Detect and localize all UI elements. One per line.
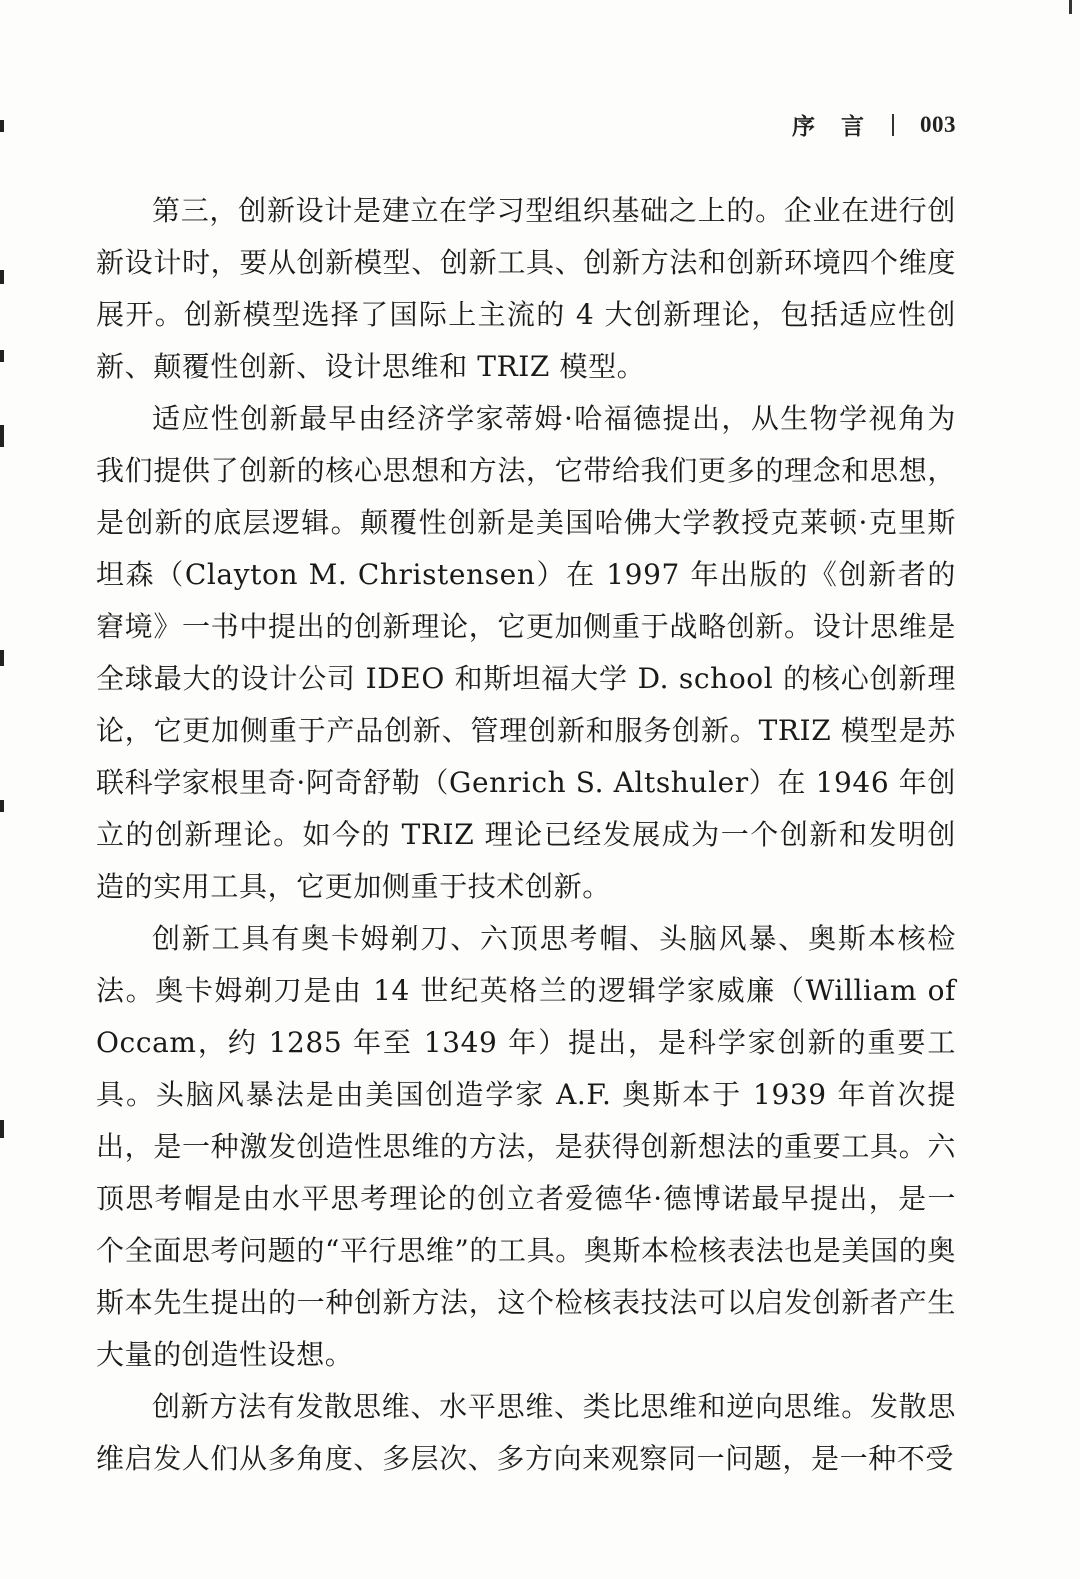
scan-edge-mark bbox=[0, 270, 4, 284]
page-number: 003 bbox=[920, 111, 956, 137]
scan-corner-mark bbox=[1069, 0, 1072, 14]
scan-edge-mark bbox=[0, 120, 4, 132]
paragraph: 创新方法有发散思维、水平思维、类比思维和逆向思维。发散思维启发人们从多角度、多层次、多方向来观察同一问题，是一种不受 bbox=[96, 1390, 956, 1475]
paragraph: 第三，创新设计是建立在学习型组织基础之上的。企业在进行创新设计时，要从创新模型、创新工具、创新方法和创新环境四个维度展开。创新模型选择了国际上主流的 4 大创新理论，包括适应性创新、颠覆性创新、设计思维和 TRIZ 模型。 bbox=[96, 194, 956, 383]
scan-edge-mark bbox=[0, 425, 4, 447]
scan-edge-mark bbox=[0, 350, 4, 362]
scan-edge-mark bbox=[0, 1120, 4, 1138]
header-separator bbox=[892, 114, 894, 136]
scan-edge-mark bbox=[0, 650, 4, 666]
paragraph: 适应性创新最早由经济学家蒂姆·哈福德提出，从生物学视角为我们提供了创新的核心思想和方法，它带给我们更多的理念和思想，是创新的底层逻辑。颠覆性创新是美国哈佛大学教授克莱顿·克里斯坦森（Clayton M. Christensen）在 1997 年出版的《创新者的窘境》一书中提出的创新理论，它更加侧重于战略创新。设计思维是全球最大的设计公司 IDEO 和斯坦福大学 D. school 的核心创新理论，它更加侧重于产品创新、管理创新和服务创新。TRIZ 模型是苏联科学家根里奇·阿奇舒勒（Genrich S. Altshuler）在 1946 年创立的创新理论。如今的 TRIZ 理论已经发展成为一个创新和发明创造的实用工具，它更加侧重于技术创新。 bbox=[96, 402, 956, 903]
scan-edge-mark bbox=[0, 800, 4, 812]
running-header bbox=[792, 108, 956, 141]
section-title: 序言 bbox=[792, 113, 890, 140]
body-text bbox=[96, 185, 956, 1485]
paragraph: 创新工具有奥卡姆剃刀、六顶思考帽、头脑风暴、奥斯本核检法。奥卡姆剃刀是由 14 世纪英格兰的逻辑学家威廉（William of Occam，约 1285 年至 1349 年）提出，是科学家创新的重要工具。头脑风暴法是由美国创造学家 A.F. 奥斯本于 1939 年首次提出，是一种激发创造性思维的方法，是获得创新想法的重要工具。六顶思考帽是由水平思考理论的创立者爱德华·德博诺最早提出，是一个全面思考问题的“平行思维”的工具。奥斯本检核表法也是美国的奥斯本先生提出的一种创新方法，这个检核表技法可以启发创新者产生大量的创造性设想。 bbox=[96, 922, 956, 1371]
